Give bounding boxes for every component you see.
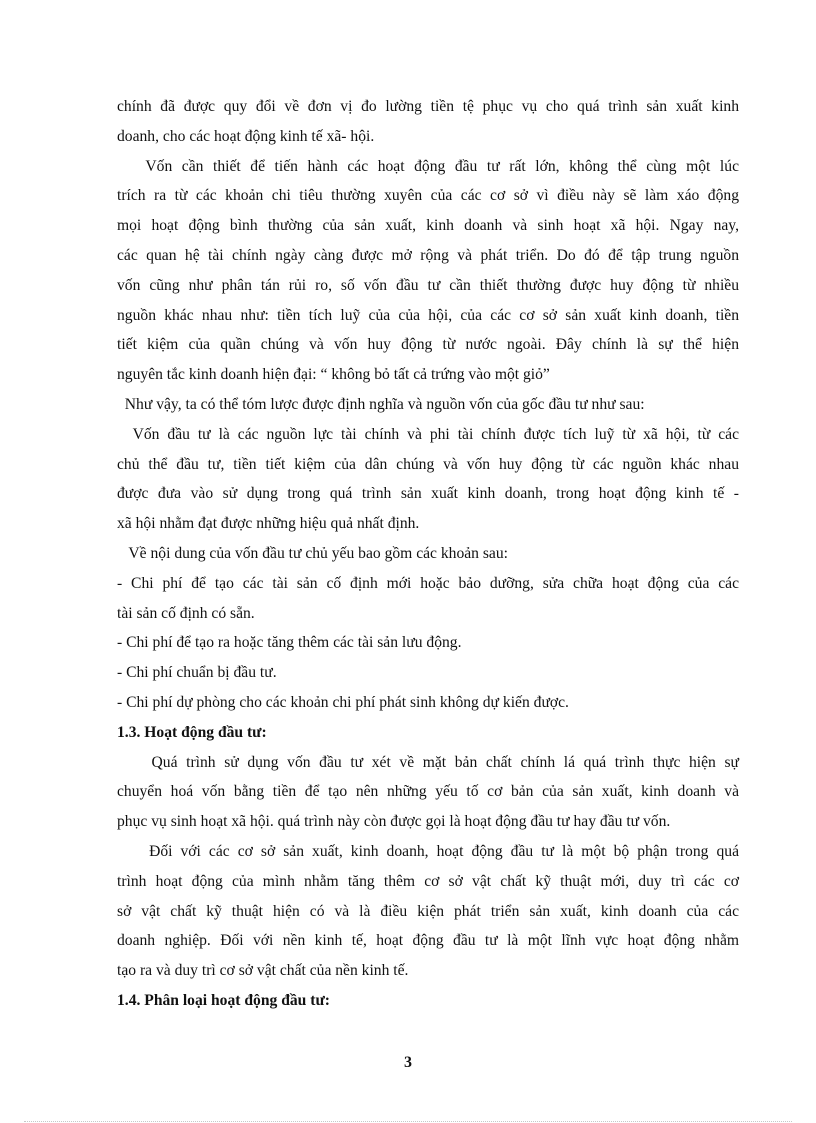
text-line: doanh, cho các hoạt động kinh tế xã- hội. [117, 127, 375, 145]
page-number: 3 [404, 1054, 412, 1071]
list-item: - Chi phí để tạo ra hoặc tăng thêm các tài sản lưu động. [117, 634, 462, 652]
text-line: Quá trình sử dụng vốn đầu tư xét về mặt bản chất chính lá quá trình thực hiện sự [117, 753, 739, 771]
list-item: - Chi phí chuẩn bị đầu tư. [117, 664, 277, 682]
section-heading: 1.3. Hoạt động đầu tư: [117, 723, 267, 741]
text-line: xã hội nhằm đạt được những hiệu quả nhất định. [117, 515, 420, 533]
text-line: nguồn khác nhau như: tiền tích luỹ của của hội, của các cơ sở sản xuất kinh doanh, tiền [117, 306, 739, 324]
text-line: vốn cũng như phân tán rủi ro, số vốn đầu tư cần thiết thường được huy động từ nhiều [117, 276, 739, 294]
text-line: trình hoạt động của mình nhằm tăng thêm cơ sở vật chất kỹ thuật mới, duy trì các cơ [117, 872, 739, 890]
text-line: mọi hoạt động bình thường của sản xuất, kinh doanh và sinh hoạt xã hội. Ngay nay, [117, 217, 739, 235]
text-line: chính đã được quy đổi về đơn vị đo lường tiền tệ phục vụ cho quá trình sản xuất kinh [117, 98, 739, 115]
text-line: được đưa vào sử dụng trong quá trình sản xuất kinh doanh, trong hoạt động kinh tế - [117, 485, 739, 503]
list-item: - Chi phí để tạo các tài sản cố định mới hoặc bảo dưỡng, sửa chữa hoạt động của các [117, 574, 739, 592]
text-line: Đối với các cơ sở sản xuất, kinh doanh, hoạt động đầu tư là một bộ phận trong quá [117, 842, 739, 860]
page-bottom-divider [24, 1121, 792, 1122]
list-item: - Chi phí dự phòng cho các khoản chi phí phát sinh không dự kiến được. [117, 693, 569, 711]
text-line: phục vụ sinh hoạt xã hội. quá trình này còn được gọi là hoạt động đầu tư hay đầu tư vốn. [117, 813, 671, 831]
text-line: tạo ra và duy trì cơ sở vật chất của nền kinh tế. [117, 962, 409, 980]
text-line: tài sản cố định có sẵn. [117, 604, 255, 622]
body-text [117, 92, 739, 1016]
text-line: Về nội dung của vốn đầu tư chủ yếu bao gồm các khoản sau: [117, 544, 508, 562]
text-line: Vốn cần thiết để tiến hành các hoạt động đầu tư rất lớn, không thể cùng một lúc [117, 157, 739, 175]
text-line: doanh nghiệp. Đối với nền kinh tế, hoạt động đầu tư là một lĩnh vực hoạt động nhằm [117, 932, 739, 950]
text-line: nguyên tắc kinh doanh hiện đại: “ không bỏ tất cả trứng vào một giỏ” [117, 366, 550, 384]
text-line: sở vật chất kỹ thuật hiện có và là điều kiện phát triển sản xuất, kinh doanh của các [117, 902, 739, 920]
text-line: tiết kiệm của quần chúng và vốn huy động từ nước ngoài. Đây chính là sự thể hiện [117, 336, 739, 354]
section-heading: 1.4. Phân loại hoạt động đầu tư: [117, 991, 330, 1009]
text-line: Vốn đầu tư là các nguồn lực tài chính và phi tài chính được tích luỹ từ xã hội, từ các [117, 425, 739, 443]
text-line: chuyển hoá vốn bằng tiền để tạo nên những yếu tố cơ bản của sản xuất, kinh doanh và [117, 783, 739, 801]
text-line: chủ thể đầu tư, tiền tiết kiệm của dân chúng và vốn huy động từ các nguồn khác nhau [117, 455, 739, 473]
text-line: Như vậy, ta có thể tóm lược được định nghĩa và nguồn vốn của gốc đầu tư như sau: [117, 395, 645, 413]
text-line: các quan hệ tài chính ngày càng được mở rộng và phát triển. Do đó để tập trung nguồn [117, 246, 739, 264]
text-line: trích ra từ các khoản chi tiêu thường xuyên của các cơ sở vì điều này sẽ làm xáo động [117, 187, 739, 205]
